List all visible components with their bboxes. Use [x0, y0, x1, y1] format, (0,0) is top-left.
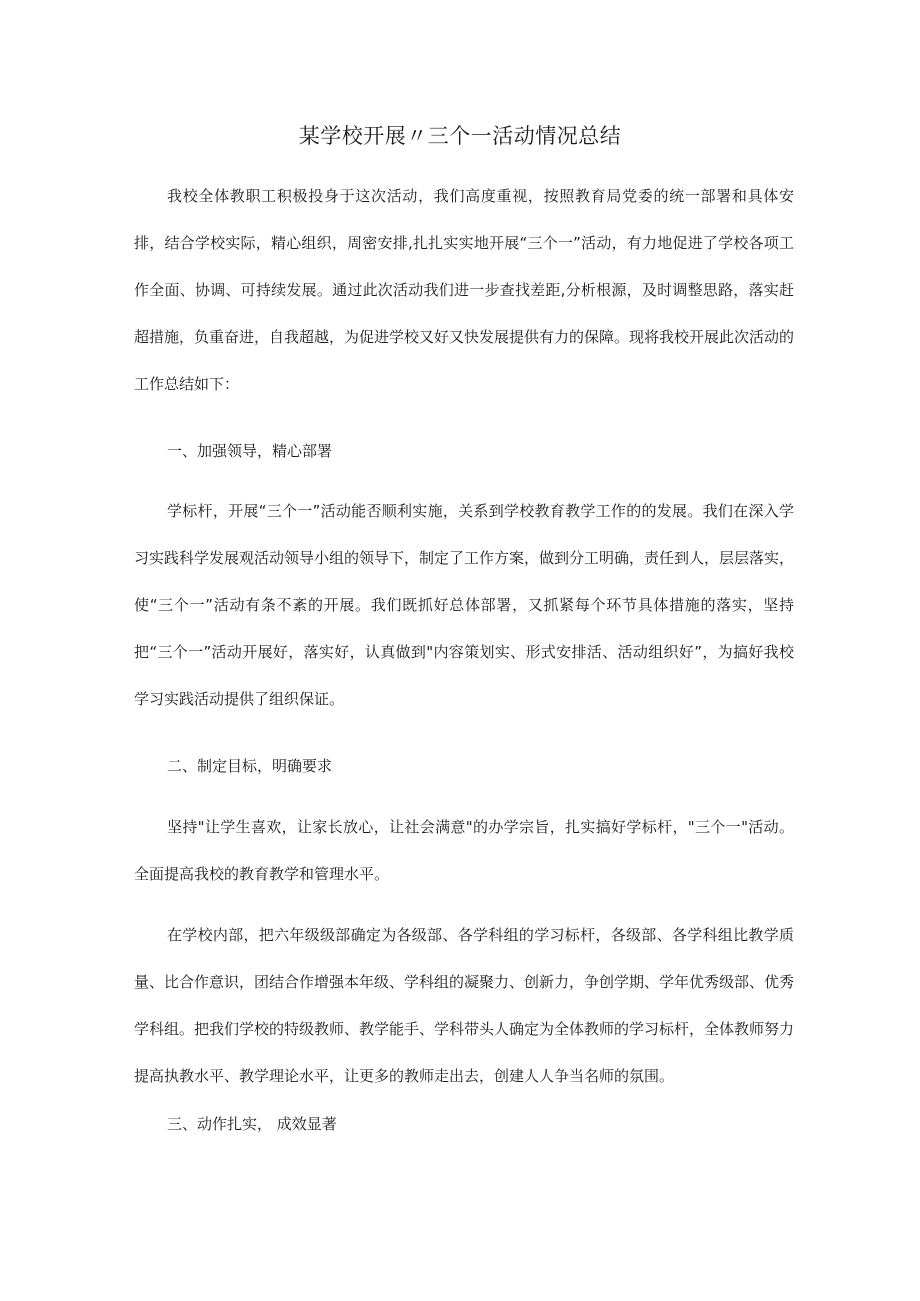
section2-paragraph-1: 坚持"让学生喜欢，让家长放心，让社会满意"的办学宗旨，扎实搞好学标杆，"三个一"活动。全面提高我校的教育教学和管理水平。	[134, 818, 794, 883]
section3-heading: 三、动作扎实， 成效显著	[167, 1115, 337, 1133]
intro-paragraph: 我校全体教职工积极投身于这次活动，我们高度重视，按照教育局党委的统一部署和具体安排，结合学校实际，精心组织，周密安排,扎扎实实地开展“三个一”活动，有力地促进了学校各项工作全面、协调、可持续发展。通过此次活动我们进一步查找差距,分析根源，及时调整思路，落实赶超措施，负重奋进，自我超越，为促进学校又好又快发展提供有力的保障。现将我校开展此次活动的工作总结如下：	[134, 187, 795, 393]
section1-paragraph: 学标杆，开展“三个一”活动能否顺利实施，关系到学校教育教学工作的的发展。我们在深入学习实践科学发展观活动领导小组的领导下，制定了工作方案，做到分工明确，责任到人，层层落实，使“三个一”活动有条不紊的开展。我们既抓好总体部署，又抓紧每个环节具体措施的落实，坚持把“三个一”活动开展好，落实好，认真做到"内容策划实、形式安排活、活动组织好”，为搞好我校学习实践活动提供了组织保证。	[134, 502, 795, 708]
section2-paragraph-2: 在学校内部，把六年级级部确定为各级部、各学科组的学习标杆，各级部、各学科组比教学质量、比合作意识，团结合作增强本年级、学科组的凝聚力、创新力，争创学期、学年优秀级部、优秀学科组。把我们学校的特级教师、教学能手、学科带头人确定为全体教师的学习标杆，全体教师努力提高执教水平、教学理论水平，让更多的教师走出去，创建人人争当名师的氛围。	[134, 926, 795, 1085]
document-title: 某学校开展〃三个一活动情况总结	[298, 124, 622, 148]
section2-heading: 二、制定目标，明确要求	[167, 757, 333, 775]
section1-heading: 一、加强领导，精心部署	[167, 442, 333, 460]
